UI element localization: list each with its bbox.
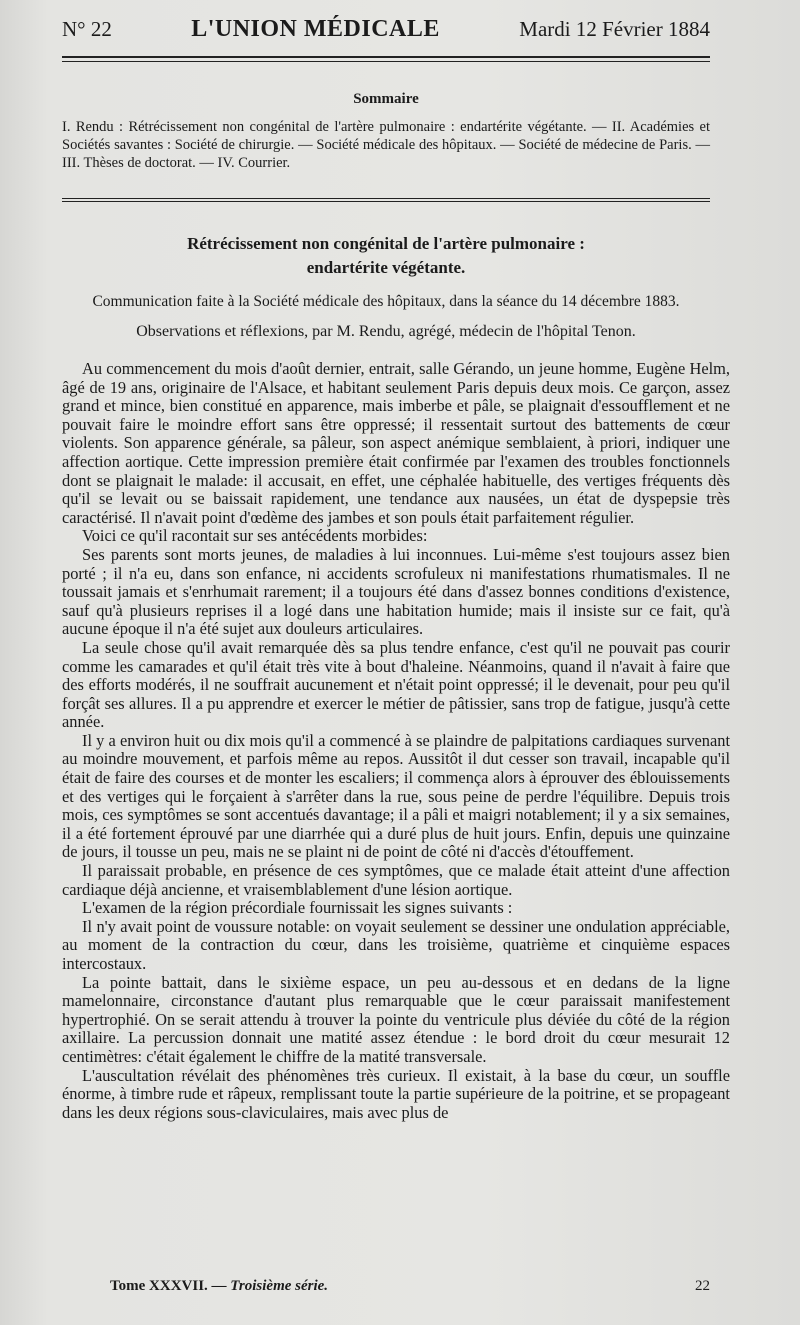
summary-text: I. Rendu : Rétrécissement non congénital de l'artère pulmonaire : endartérite végétante. — II. Académies et Sociétés savantes : Société de chirurgie. — Société médicale des hôpitaux. — Société de médecine de Paris. — III. Thèses de doctorat. — IV. Courrier.	[62, 119, 710, 171]
communication-note: Communication faite à la Société médicale des hôpitaux, dans la séance du 14 décembre 1883.	[92, 293, 680, 310]
article-title-line-2: endartérite végétante.	[306, 258, 466, 277]
article-title-line-1: Rétrécissement non congénital de l'artère pulmonaire :	[187, 234, 585, 253]
page-footer	[110, 1278, 710, 1295]
footer-separator: —	[211, 1278, 227, 1294]
running-header	[62, 16, 710, 56]
article-body	[62, 360, 730, 1122]
header-rule	[62, 56, 710, 62]
paragraph: Au commencement du mois d'août dernier, entrait, salle Gérando, un jeune homme, Eugène Helm, âgé de 19 ans, originaire de l'Alsace, et habitant seulement Paris depuis deux mois. Ce garçon, assez grand et mince, bien constitué en apparence, mais imberbe et pâle, se plaignait d'essoufflement et ne pouvait faire le moindre effort sans être oppressé; il ressentait surtout des battements de cœur violents. Son apparence générale, sa pâleur, son aspect anémique semblaient, à priori, indiquer une affection aortique. Cette impression première était confirmée par l'examen des troubles fonctionnels dont se plaignait le malade: il accusait, en effet, une céphalée habituelle, des vertiges fréquents dès qu'il se levait ou se baissait rapidement, une tendance aux nausées, un état de dyspepsie très caractérisé. Il n'avait point d'œdème des jambes et son pouls était parfaitement régulier.	[62, 359, 730, 527]
article-title	[62, 232, 710, 280]
series-label: Troisième série.	[230, 1278, 329, 1294]
summary-title: Sommaire	[353, 91, 419, 107]
paragraph: Il y a environ huit ou dix mois qu'il a commencé à se plaindre de palpitations cardiaques survenant au moindre mouvement, et parfois même au repos. Aussitôt il dut cesser son travail, incapable qu'il était de faire des courses et de monter les escaliers; il commença alors à éprouver des éblouissements et des vertiges qui le forçaient à s'arrêter dans la rue, sous peine de perdre l'équilibre. Depuis trois mois, ces symptômes se sont accentués davantage; il a pâli et maigri notablement; il y a six semaines, il a été fortement éprouvé par une diarrhée qui a duré plus de huit jours. Enfin, depuis une quinzaine de jours, il tousse un peu, mais ne se plaint ni de point de côté ni d'accès d'étouffement.	[62, 730, 730, 862]
tome-label: Tome XXXVII.	[110, 1278, 208, 1294]
paragraph: L'auscultation révélait des phénomènes très curieux. Il existait, à la base du cœur, un souffle énorme, à timbre rude et râpeux, remplissant toute la partie supérieure de la poitrine, et se propageant dans les deux régions sous-claviculaires, mais avec plus de	[62, 1065, 730, 1122]
paragraph: L'examen de la région précordiale fournissait les signes suivants :	[82, 898, 513, 918]
issue-number: N° 22	[62, 17, 112, 41]
page-number: 22	[695, 1278, 710, 1294]
paragraph: Voici ce qu'il racontait sur ses antécédents morbides:	[82, 526, 428, 546]
paragraph: La pointe battait, dans le sixième espace, un peu au-dessous et en dedans de la ligne mamelonnaire, circonstance d'autant plus remarquable que le cœur paraissait manifestement hypertrophié. On se serait attendu à trouver la pointe du ventricule plus déviée du côté de la région axillaire. La percussion donnait une matité assez étendue : le bord droit du cœur mesurait 12 centimètres: c'était également le chiffre de la matité transversale.	[62, 972, 730, 1066]
footer-volume	[110, 1278, 328, 1295]
paragraph: Il paraissait probable, en présence de ces symptômes, que ce malade était atteint d'une affection cardiaque déjà ancienne, et vraisemblablement d'une lésion aortique.	[62, 861, 730, 899]
issue-date: Mardi 12 Février 1884	[519, 17, 710, 41]
summary-rule	[62, 198, 710, 202]
summary-block	[62, 90, 710, 172]
paragraph: Ses parents sont morts jeunes, de maladies à lui inconnues. Lui-même s'est toujours assez bien porté ; il n'a eu, dans son enfance, ni accidents scrofuleux ni manifestations rhumatismales. Il ne toussait jamais et s'enrhumait rarement; il a toujours été dans d'assez bonnes conditions d'existence, sauf qu'à plusieurs reprises il a logé dans une habitation humide; mais il insiste sur ce fait, qu'à aucune époque il n'a été sujet aux douleurs articulaires.	[62, 544, 730, 639]
paragraph: La seule chose qu'il avait remarquée dès sa plus tendre enfance, c'est qu'il ne pouvait pas courir comme les camarades et qu'il était très vite à bout d'haleine. Néanmoins, quand il n'avait à faire que des efforts modérés, il ne souffrait aucunement et n'était point oppressé; il le devenait, pour peu qu'il forçât ses allures. Il a pu apprendre et exercer le métier de pâtissier, sans trop de fatigue, jusqu'à cette année.	[62, 637, 730, 732]
author-line: Observations et réflexions, par M. Rendu, agrégé, médecin de l'hôpital Tenon.	[136, 323, 636, 340]
journal-title: L'UNION MÉDICALE	[191, 16, 440, 42]
paragraph: Il n'y avait point de voussure notable: on voyait seulement se dessiner une ondulation appréciable, au moment de la contraction du cœur, dans les troisième, quatrième et cinquième espaces intercostaux.	[62, 916, 730, 973]
